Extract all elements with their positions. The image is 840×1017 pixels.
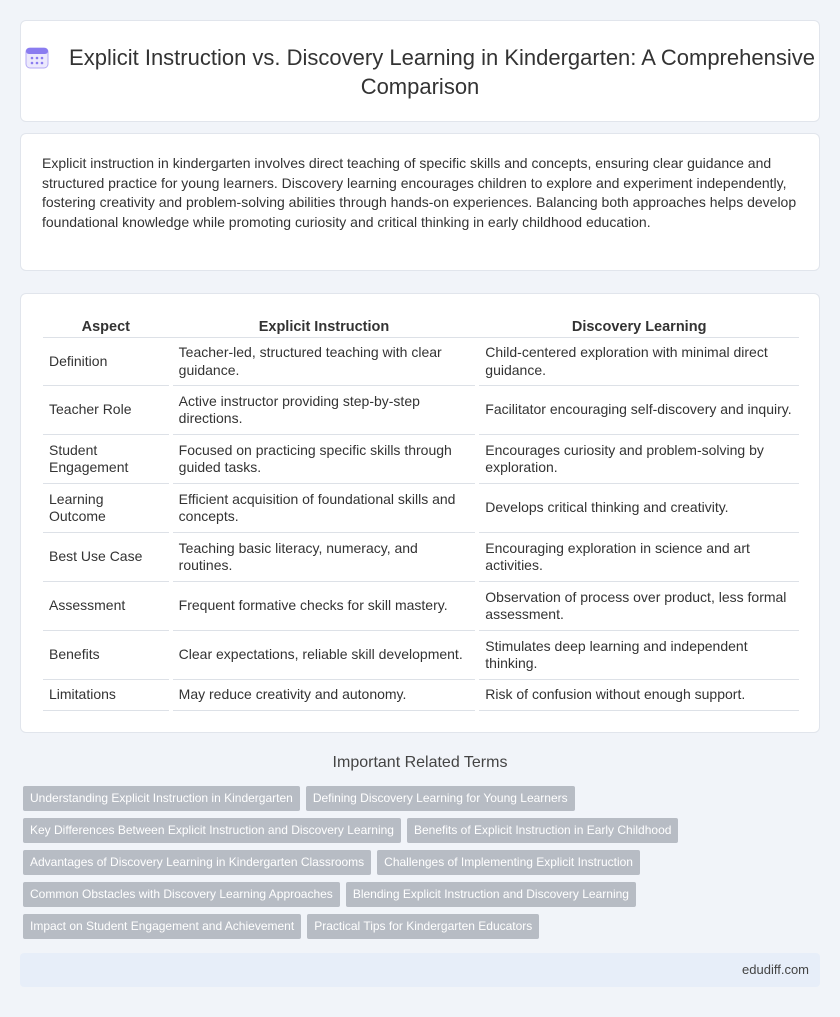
related-term-tag[interactable]: Understanding Explicit Instruction in Kindergarten xyxy=(23,786,300,811)
table-header-row xyxy=(43,315,799,337)
header-aspect: Aspect xyxy=(43,315,169,337)
tag-row xyxy=(23,882,813,914)
table-row xyxy=(43,582,799,631)
discovery-cell: Child-centered exploration with minimal direct guidance. xyxy=(479,337,799,386)
related-term-tag[interactable]: Practical Tips for Kindergarten Educators xyxy=(307,914,539,939)
tag-row xyxy=(23,818,813,850)
related-term-tag[interactable]: Impact on Student Engagement and Achievement xyxy=(23,914,301,939)
related-term-tag[interactable]: Challenges of Implementing Explicit Instruction xyxy=(377,850,640,875)
discovery-cell: Stimulates deep learning and independent thinking. xyxy=(479,631,799,680)
table-row xyxy=(43,337,799,386)
related-term-tag[interactable]: Common Obstacles with Discovery Learning Approaches xyxy=(23,882,340,907)
tag-row xyxy=(23,850,813,882)
tag-row xyxy=(23,914,813,946)
discovery-cell: Develops critical thinking and creativity. xyxy=(479,484,799,533)
aspect-cell: Assessment xyxy=(43,582,169,631)
aspect-cell: Best Use Case xyxy=(43,533,169,582)
aspect-cell: Teacher Role xyxy=(43,386,169,435)
table-row xyxy=(43,484,799,533)
related-terms-title: Important Related Terms xyxy=(332,754,508,771)
related-term-tag[interactable]: Advantages of Discovery Learning in Kindergarten Classrooms xyxy=(23,850,371,875)
explicit-cell: Focused on practicing specific skills through guided tasks. xyxy=(173,435,476,484)
related-term-tag[interactable]: Defining Discovery Learning for Young Learners xyxy=(306,786,575,811)
footer-site: edudiff.com xyxy=(742,962,809,977)
aspect-cell: Benefits xyxy=(43,631,169,680)
aspect-cell: Student Engagement xyxy=(43,435,169,484)
explicit-cell: May reduce creativity and autonomy. xyxy=(173,680,476,711)
aspect-cell: Definition xyxy=(43,337,169,386)
related-terms-list xyxy=(23,786,813,946)
comparison-table-card xyxy=(20,293,820,733)
intro-card xyxy=(20,133,820,271)
explicit-cell: Clear expectations, reliable skill development. xyxy=(173,631,476,680)
header-discovery-learning: Discovery Learning xyxy=(479,315,799,337)
table-row xyxy=(43,435,799,484)
discovery-cell: Observation of process over product, less formal assessment. xyxy=(479,582,799,631)
discovery-cell: Facilitator encouraging self-discovery and inquiry. xyxy=(479,386,799,435)
tag-row xyxy=(23,786,813,818)
related-term-tag[interactable]: Key Differences Between Explicit Instruction and Discovery Learning xyxy=(23,818,401,843)
aspect-cell: Learning Outcome xyxy=(43,484,169,533)
table-row xyxy=(43,533,799,582)
table-row xyxy=(43,386,799,435)
page-title-row xyxy=(21,43,819,101)
calendar-icon xyxy=(25,45,49,69)
related-term-tag[interactable]: Benefits of Explicit Instruction in Early Childhood xyxy=(407,818,678,843)
comparison-table xyxy=(43,315,799,711)
discovery-cell: Risk of confusion without enough support. xyxy=(479,680,799,711)
table-row xyxy=(43,631,799,680)
explicit-cell: Frequent formative checks for skill mastery. xyxy=(173,582,476,631)
intro-paragraph: Explicit instruction in kindergarten involves direct teaching of specific skills and concepts, ensuring clear guidance and structured practice for young learners. Discovery learning encourages children to explore and experiment independently, fostering creativity and problem-solving abilities through hands-on experiences. Balancing both approaches helps develop foundational knowledge while promoting curiosity and critical thinking in early childhood education. xyxy=(42,155,797,230)
explicit-cell: Active instructor providing step-by-step directions. xyxy=(173,386,476,435)
related-term-tag[interactable]: Blending Explicit Instruction and Discovery Learning xyxy=(346,882,636,907)
page-title: Explicit Instruction vs. Discovery Learning in Kindergarten: A Comprehensive Comparison xyxy=(69,45,815,99)
header-explicit-instruction: Explicit Instruction xyxy=(173,315,476,337)
explicit-cell: Teaching basic literacy, numeracy, and routines. xyxy=(173,533,476,582)
explicit-cell: Efficient acquisition of foundational skills and concepts. xyxy=(173,484,476,533)
aspect-cell: Limitations xyxy=(43,680,169,711)
explicit-cell: Teacher-led, structured teaching with clear guidance. xyxy=(173,337,476,386)
table-row xyxy=(43,680,799,711)
header-card xyxy=(20,20,820,122)
footer xyxy=(20,953,820,987)
discovery-cell: Encourages curiosity and problem-solving by exploration. xyxy=(479,435,799,484)
discovery-cell: Encouraging exploration in science and art activities. xyxy=(479,533,799,582)
